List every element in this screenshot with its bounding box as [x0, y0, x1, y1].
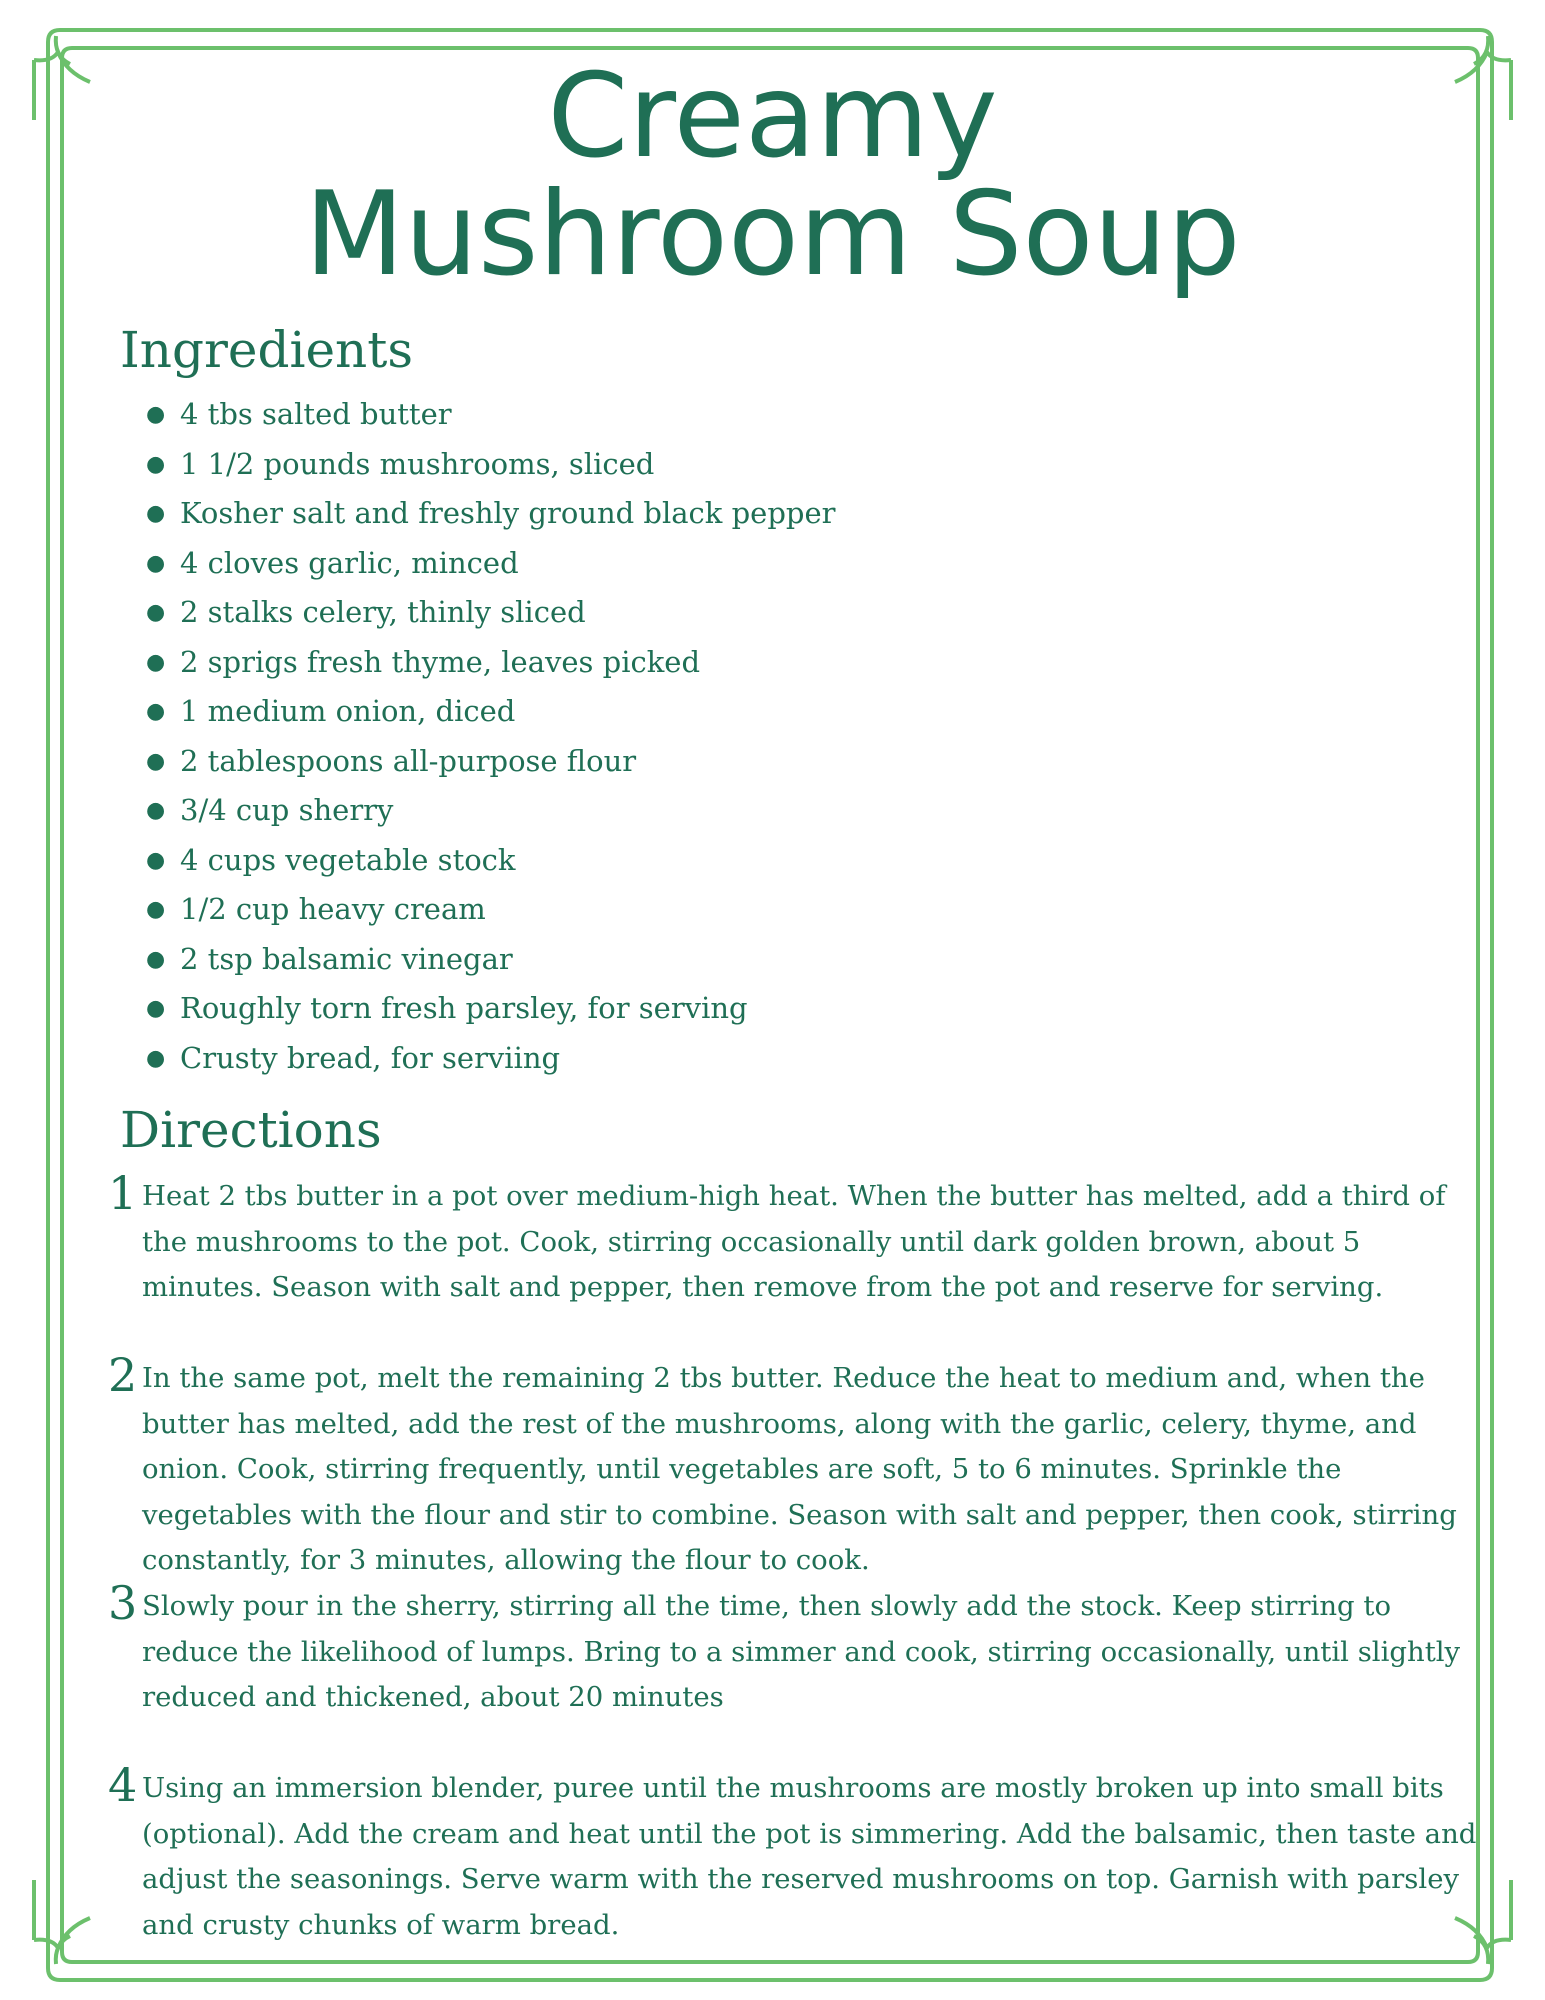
bullet-icon: ●: [146, 649, 166, 675]
bullet-icon: ●: [146, 600, 166, 625]
direction-step-1: [108, 1166, 1478, 1311]
step-number: 2: [108, 1348, 138, 1402]
ingredients-heading: Ingredients: [120, 321, 413, 379]
bullet-icon: ●: [146, 946, 166, 972]
bullet-icon: ●: [146, 847, 166, 873]
step-number: 1: [108, 1166, 138, 1220]
ingredient-item: ● 1 1/2 pounds mushrooms, sliced: [140, 440, 835, 490]
ingredient-item: ● 1 medium onion, diced: [140, 687, 835, 737]
step-number: 3: [108, 1576, 138, 1630]
ingredient-item: ● Kosher salt and freshly ground black pepper: [140, 489, 835, 539]
step-text: Using an immersion blender, puree until the mushrooms are mostly broken up into small bits (optional). Add the cream and heat until the pot is simmering. Add the balsamic, then taste and adjust the seasonings. Serve warm with the reserved mushrooms on top. Garnish with parsley and crusty chunks of warm bread.: [142, 1772, 1477, 1941]
step-text: In the same pot, melt the remaining 2 tbs butter. Reduce the heat to medium and, when the butter has melted, add the rest of the mushrooms, along with the garlic, celery, thyme, and onion. Cook, stirring frequently, until vegetables are soft, 5 to 6 minutes. Sprinkle the vegetables with the flour and stir to combine. Season with salt and pepper, then cook, stirring constantly, for 3 minutes, allowing the flour to cook.: [142, 1362, 1457, 1576]
ingredient-item: ● 2 sprigs fresh thyme, leaves picked: [140, 638, 835, 688]
bullet-icon: ●: [146, 550, 166, 576]
bullet-icon: ●: [146, 501, 166, 526]
step-text: Heat 2 tbs butter in a pot over medium-high heat. When the butter has melted, add a third of the mushrooms to the pot. Cook, stirring occasionally until dark golden brown, about 5 minutes. Season with salt and pepper, then remove from the pot and reserve for serving.: [142, 1180, 1446, 1303]
direction-step-3: [108, 1576, 1478, 1721]
ingredient-item: ● Roughly torn fresh parsley, for serving: [140, 984, 835, 1034]
step-text: Slowly pour in the sherry, stirring all the time, then slowly add the stock. Keep stirring to reduce the likelihood of lumps. Bring to a simmer and cook, stirring occasionally, until slightly reduced and thickened, about 20 minutes: [142, 1590, 1461, 1713]
ingredient-item: ● 1/2 cup heavy cream: [140, 885, 835, 935]
ingredient-item: ● 4 cloves garlic, minced: [140, 539, 835, 589]
ingredient-item: ● 4 tbs salted butter: [140, 390, 835, 440]
bullet-icon: ●: [146, 748, 166, 774]
bullet-icon: ●: [146, 1045, 166, 1071]
direction-step-4: [108, 1758, 1478, 1948]
ingredient-item: ● 2 stalks celery, thinly sliced: [140, 588, 835, 638]
directions-heading: Directions: [120, 1101, 382, 1159]
ingredient-item: ● 4 cups vegetable stock: [140, 836, 835, 886]
bullet-icon: ●: [146, 897, 166, 922]
bullet-icon: ●: [146, 699, 166, 724]
title-line-2: Mushroom Soup: [304, 167, 1241, 302]
bullet-icon: ●: [146, 996, 166, 1021]
bullet-icon: ●: [146, 402, 166, 427]
ingredient-item: ● 2 tablespoons all-purpose flour: [140, 737, 835, 787]
bullet-icon: ●: [146, 798, 166, 823]
direction-step-2: [108, 1348, 1478, 1584]
bullet-icon: ●: [146, 451, 166, 477]
step-number: 4: [108, 1758, 138, 1812]
ingredient-item: ● 2 tsp balsamic vinegar: [140, 935, 835, 985]
page-title: [0, 49, 1545, 302]
title-line-1: Creamy: [547, 49, 998, 184]
ingredients-list: [140, 390, 835, 1083]
ingredient-item: ● Crusty bread, for serviing: [140, 1034, 835, 1084]
ingredient-item: ● 3/4 cup sherry: [140, 786, 835, 836]
